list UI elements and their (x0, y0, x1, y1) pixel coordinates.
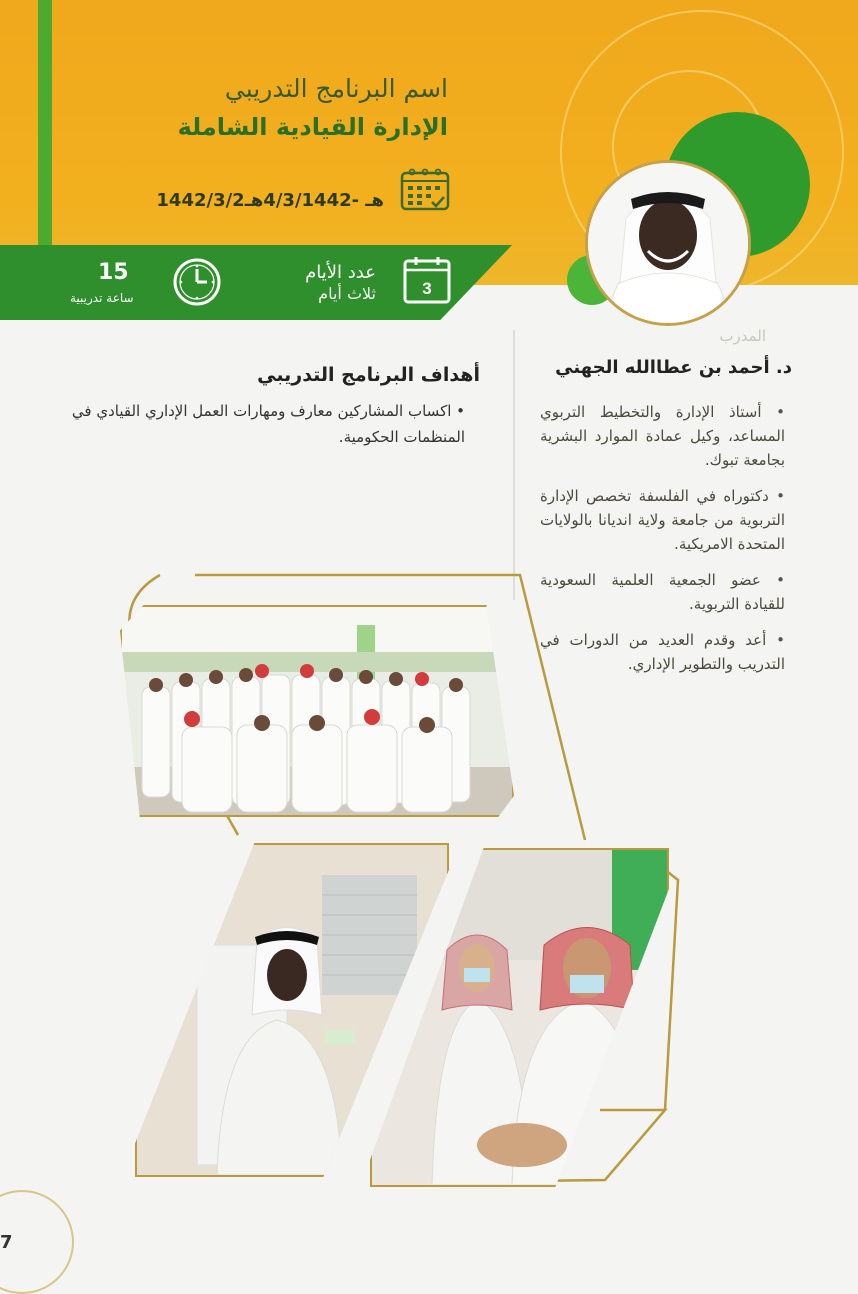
hours-label: ساعة تدريبية (70, 291, 134, 305)
bio-item: • دكتوراه في الفلسفة تخصص الإدارة التربوية من جامعة ولاية انديانا بالولايات المتحدة الامريكية. (540, 484, 785, 556)
bio-item: • أستاذ الإدارة والتخطيط التربوي المساعد، وكيل عمادة الموارد البشرية بجامعة تبوك. (540, 400, 785, 472)
days-value: ثلاث أيام (318, 284, 376, 303)
bio-item: • عضو الجمعية العلمية السعودية للقيادة التربوية. (540, 568, 785, 616)
trainer-name: د. أحمد بن عطاالله الجهني (555, 357, 792, 378)
calendar-number: 3 (422, 279, 432, 298)
calendar-icon (402, 255, 452, 305)
section-divider (513, 330, 515, 600)
clock-icon (172, 257, 222, 307)
program-label: اسم البرنامج التدريبي (224, 74, 448, 103)
goals-list (70, 398, 465, 450)
trainer-caption: المدرب (719, 327, 766, 345)
program-dates: 1442/3/2هـ -4/3/1442هـ (156, 190, 384, 211)
bio-item: • أعد وقدم العديد من الدورات في التدريب والتطوير الإداري. (540, 628, 785, 676)
page-number: 7 (0, 1232, 13, 1253)
decorative-stripe (38, 0, 52, 250)
goal-item: • اكساب المشاركين معارف ومهارات العمل الإداري القيادي في المنظمات الحكومية. (70, 398, 465, 450)
group-photo (120, 605, 514, 817)
goals-title: أهداف البرنامج التدريبي (257, 364, 480, 386)
trainer-photo (585, 160, 751, 326)
hours-number: 15 (98, 260, 129, 285)
trainer-bio-list (540, 400, 785, 688)
program-name: الإدارة القيادية الشاملة (177, 113, 448, 141)
days-label: عدد الأيام (305, 262, 376, 283)
calendar-dates-icon (400, 168, 450, 212)
